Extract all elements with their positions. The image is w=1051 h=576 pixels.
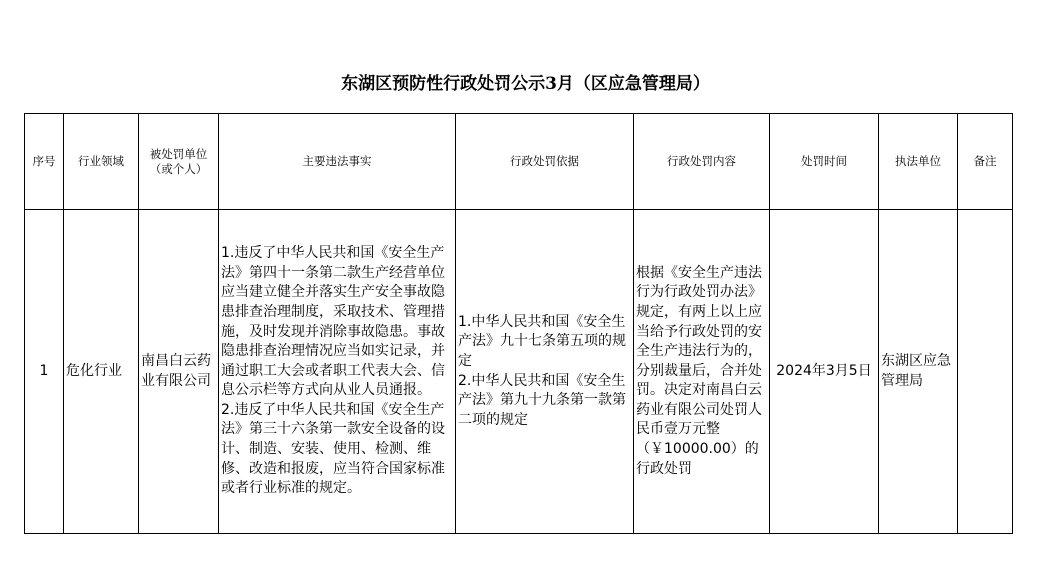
page-title: 东湖区预防性行政处罚公示3月（区应急管理局） [341, 74, 710, 94]
cell-entity: 南昌白云药业有限公司 [139, 210, 219, 534]
header-entity: 被处罚单位 （或个人） [139, 114, 219, 210]
table-header-row [25, 114, 1013, 210]
cell-date: 2024年3月5日 [770, 210, 879, 534]
cell-content: 根据《安全生产违法行为行政处罚办法》规定，有两上以上应当给予行政处罚的安全生产违法行为的，分别裁量后，合并处罚。决定对南昌白云药业有限公司处罚人民币壹万元整（￥10000.00）的行政处罚 [634, 210, 770, 534]
penalty-table [24, 113, 1013, 534]
header-index: 序号 [25, 114, 64, 210]
header-industry: 行业领域 [64, 114, 139, 210]
cell-facts: 1.违反了中华人民共和国《安全生产法》第四十一条第二款生产经营单位应当建立健全并落实生产安全事故隐患排查治理制度，采取技术、管理措施，及时发现并消除事故隐患。事故隐患排查治理情况应当如实记录，并通过职工大会或者职工代表大会、信息公示栏等方式向从业人员通报。 2.违反了中华人民共和国《安全生产法》第三十六条第一款安全设备的设计、制造、安装、使用、检测、维修、改造和报废，应当符合国家标准或者行业标准的规定。 [219, 210, 456, 534]
cell-remark [958, 210, 1013, 534]
cell-industry: 危化行业 [64, 210, 139, 534]
cell-index: 1 [25, 210, 64, 534]
header-basis: 行政处罚依据 [456, 114, 634, 210]
cell-basis: 1.中华人民共和国《安全生产法》九十七条第五项的规定 2.中华人民共和国《安全生产法》第九十九条第一款第二项的规定 [456, 210, 634, 534]
header-facts: 主要违法事实 [219, 114, 456, 210]
table-row [25, 210, 1013, 534]
header-agency: 执法单位 [879, 114, 958, 210]
cell-agency: 东湖区应急管理局 [879, 210, 958, 534]
header-date: 处罚时间 [770, 114, 879, 210]
header-content: 行政处罚内容 [634, 114, 770, 210]
header-remark: 备注 [958, 114, 1013, 210]
